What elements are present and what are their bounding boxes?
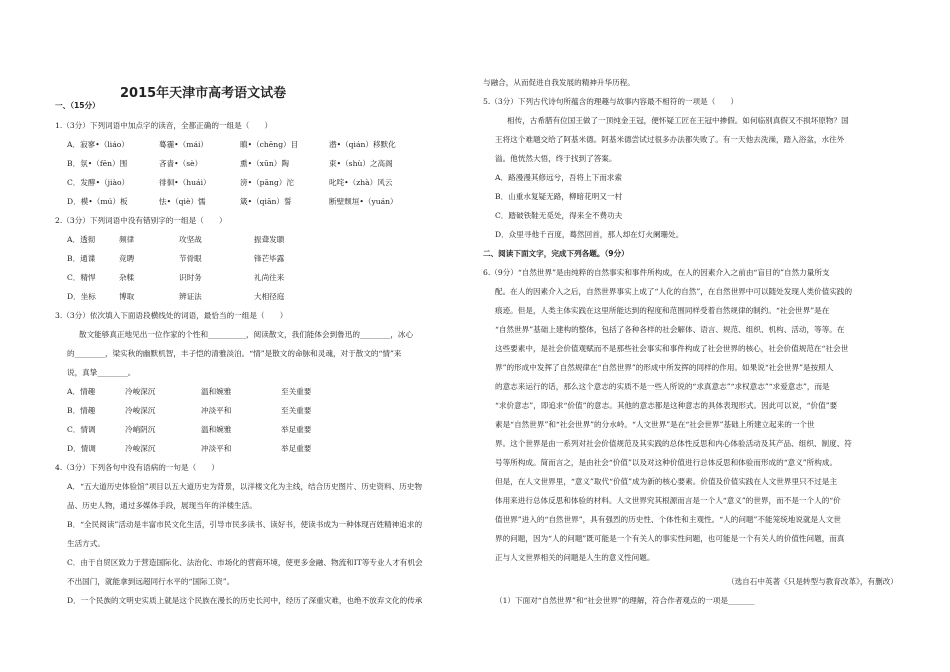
- text-line: 1.（3分）下列词语中加点字的读音，全都正确的一组是（ ）: [55, 121, 273, 130]
- option-cell: 熏•（xūn）陶: [240, 159, 289, 168]
- option-cell: A．寂寥•（liáo）: [67, 140, 129, 149]
- text-line: B．山重水复疑无路，柳暗花明又一村: [495, 192, 623, 201]
- text-line: 号等所构成。简而言之，是由社会“价值”以及对这种价值进行总体反思和体验而形成的“意义”所构成。: [495, 458, 838, 467]
- text-line: 相传，古希腊有位国王做了一顶纯金王冠，便怀疑工匠在王冠中掺假。如何临别真假又不损坏原物？国: [507, 116, 849, 125]
- option-cell: 断壁颓垣•（yuán）: [329, 197, 398, 206]
- option-cell: 冷峻深沉: [125, 406, 156, 415]
- text-line: 界。这个世界是由一系列对社会价值规范及其实践的总体性反思和内心体验活动及其产品、组织、制度、符: [495, 439, 852, 448]
- option-cell: B．通谍: [67, 254, 96, 263]
- option-cell: 振聋发聩: [254, 235, 285, 244]
- text-line: 正与人文世界相关的问题是人生的意义性问题。: [495, 553, 655, 562]
- option-cell: 蓦霾•（mái）: [159, 140, 209, 149]
- option-cell: 识时务: [179, 273, 202, 282]
- option-cell: 举足重要: [281, 444, 312, 453]
- text-line: 5.（3分）下列古代诗句所蕴含的理趣与故事内容最不相符的一项是（ ）: [483, 97, 739, 106]
- option-cell: D．情调: [67, 444, 96, 453]
- text-line: 体用来进行总体反思和体验的材料。人文世界究其根源而言是一个人“意义”的世界，而不是一个人的“价: [495, 496, 841, 505]
- option-cell: 箴•（qiān）誓: [240, 197, 292, 206]
- text-line: 配。在人的因素介入之后，自然世界事实上成了“人化的自然”，在自然世界中可以随处发现人类价值实践的: [495, 287, 853, 296]
- option-cell: 博取: [119, 292, 135, 301]
- text-line: 但是，在人文世界里，“意义”取代“价值”成为新的核心要素。价值及价值实践在人文世界里只不过是主: [495, 477, 838, 486]
- text-line: 2.（3分）下列词语中没有错别字的一组是（ ）: [55, 216, 227, 225]
- text-line: （1）下面对“自然世界”和“社会世界”的理解，符合作者观点的一项是_______: [495, 596, 755, 605]
- text-line: 与融合，从而促进自我发展的精神升华历程。: [483, 78, 635, 87]
- option-cell: A．情趣: [67, 387, 96, 396]
- text-line: 痕迹。但是，人类主体实践在这里所能达到的程度和范围同样受着自然规律的制约。“社会世界”是在: [495, 306, 830, 315]
- option-cell: D．模•（mú）板: [67, 197, 128, 206]
- option-cell: 吝啬•（sè）: [159, 159, 203, 168]
- text-line: 界”的形成中发挥了自然规律在“自然世界”的形成中所发挥的同样的作用。如果说“社会世界”是按照人: [495, 363, 834, 372]
- option-cell: B．氛•（fēn）围: [67, 159, 128, 168]
- option-cell: 至关重要: [281, 406, 312, 415]
- text-line: 这些要素中，是社会价值观赋而不是那些社会事实和事件构成了社会世界的核心，社会价值规范在“社会世: [495, 344, 849, 353]
- document-title: 2015年天津市高考语文试卷: [120, 86, 287, 101]
- option-cell: 频律: [119, 235, 135, 244]
- text-line: 值世界”进入的“自然世界”，具有强烈的历史性、个体性和主观性。“人的问题”不能笼统地说就是人文世: [495, 515, 841, 524]
- option-cell: 叱咤•（zhà）风云: [329, 178, 393, 187]
- text-line: 品、历史人物，通过多媒体手段，展现当年的洋楼生活。: [67, 501, 257, 510]
- option-cell: 冷峻深沉: [125, 387, 156, 396]
- text-line: C．由于自贸区致力于营造国际化、法治化、市场化的营商环境，使更多金融、物流和IT等专业人才有机会: [67, 558, 423, 567]
- option-cell: D．坐标: [67, 292, 96, 301]
- text-line: 的________，梁实秋的幽默机智，丰子恺的清雅淡泊。“情”是散文的命脉和灵魂，对于散文的“情”来: [67, 349, 402, 358]
- option-cell: 徘徊•（huái）: [159, 178, 211, 187]
- text-line: D．众里寻他千百度，蓦然回首，那人却在灯火阑珊处。: [495, 230, 684, 239]
- option-cell: 温和婉雅: [201, 425, 232, 434]
- text-line: 说，真挚________。: [67, 368, 136, 377]
- option-cell: 礼尚往来: [254, 273, 285, 282]
- option-cell: 温和婉雅: [201, 387, 232, 396]
- option-cell: 大相径庭: [254, 292, 285, 301]
- text-line: 6.（9分）“自然世界”是由纯粹的自然事实和事件所构成，在人的因素介入之前由“盲目的”自然力量所支: [483, 268, 830, 277]
- text-line: 的意志来运行的话，那么这个意志的实质不是一些人所说的“求真意志”“求权意志”“求爱意志”，而是: [495, 382, 830, 391]
- text-line: （选自石中英著《只是转型与教育改革》，有删改）: [727, 577, 898, 586]
- text-line: 界的问题，因为“人的问题”既可能是一个有关人的事实性问题，也可能是一个有关人的价值性问题，而真: [495, 534, 845, 543]
- option-cell: 至关重要: [281, 387, 312, 396]
- text-line: C．踏破铁鞋无觅处，得来全不费功夫: [495, 211, 623, 220]
- text-line: “求价意志”，即追求“价值”的意志。其他的意志都是这种意志的具体表现形式。因此可以说，“价值”要: [495, 401, 838, 410]
- text-line: 散文能够真正地见出一位作家的个性和__________，阅读散文，我们能体会到鲁迅的________，冰心: [79, 330, 414, 339]
- option-cell: 辨证法: [179, 292, 202, 301]
- text-line: “自然世界”基础上建构的整体，包括了各种各样的社会解体、语言、规范、组织、机构、活动，等等。在: [495, 325, 845, 334]
- option-cell: 锋芒毕露: [254, 254, 285, 263]
- option-cell: A．透彻: [67, 235, 96, 244]
- text-line: 生活方式。: [67, 539, 105, 548]
- option-cell: B．情趣: [67, 406, 96, 415]
- option-cell: 冲淡平和: [201, 406, 232, 415]
- option-cell: 冷峻深沉: [125, 444, 156, 453]
- text-line: 3.（3分）依次填入下面语段横线处的词语，最恰当的一组是（ ）: [55, 311, 288, 320]
- option-cell: 杂糅: [119, 273, 135, 282]
- text-line: B．“全民阅读”活动是丰富市民文化生活，引导市民多读书、读好书，使读书成为一种体现百姓精神追求的: [67, 520, 423, 529]
- text-line: A．“五大道历史体验馆”项目以五大道历史为背景，以洋楼文化为主线，结合历史图片、历史资料、历史物: [67, 482, 422, 491]
- option-cell: 竞聘: [119, 254, 135, 263]
- option-cell: 冷峭阴沉: [125, 425, 156, 434]
- option-cell: C．精悍: [67, 273, 96, 282]
- option-cell: 瞋•（chēng）目: [240, 140, 299, 149]
- option-cell: 潜•（qián）移默化: [329, 140, 396, 149]
- text-line: 素是“自然世界”和“社会世界”的分水岭。“人文世界”是在“社会世界”基础上所建立起来的一个世: [495, 420, 815, 429]
- section-heading: 一、（15分）: [55, 101, 100, 110]
- option-cell: 滂•（pāng）沱: [240, 178, 294, 187]
- option-cell: 节骨眼: [179, 254, 202, 263]
- option-cell: 束•（shù）之高阁: [329, 159, 393, 168]
- option-cell: C．发酵•（jiào）: [67, 178, 130, 187]
- option-cell: 怯•（qiè）懦: [159, 197, 206, 206]
- option-cell: 冲淡平和: [201, 444, 232, 453]
- text-line: 溢。他恍然大悟，终于找到了答案。: [495, 154, 617, 163]
- text-line: 4.（3分）下列各句中没有语病的一句是（ ）: [55, 463, 219, 472]
- text-line: 王将这个难题交给了阿基米德。阿基米德尝试过很多办法都失败了。有一天他去洗澡，踏入浴盆，水往外: [495, 135, 845, 144]
- option-cell: 举足重要: [281, 425, 312, 434]
- option-cell: 攻坚战: [179, 235, 202, 244]
- text-line: D．一个民族的文明史实质上就是这个民族在漫长的历史长河中，经历了深重灾难，也绝不放弃文化的传承: [67, 596, 423, 605]
- text-line: A．路漫漫其修远兮，吾将上下而求索: [495, 173, 622, 182]
- option-cell: C．情调: [67, 425, 96, 434]
- section-heading: 二、阅读下面文字，完成下列各题。（9分）: [483, 249, 629, 258]
- text-line: 不出国门，就能拿到远超同行水平的“国际工资”。: [67, 577, 235, 586]
